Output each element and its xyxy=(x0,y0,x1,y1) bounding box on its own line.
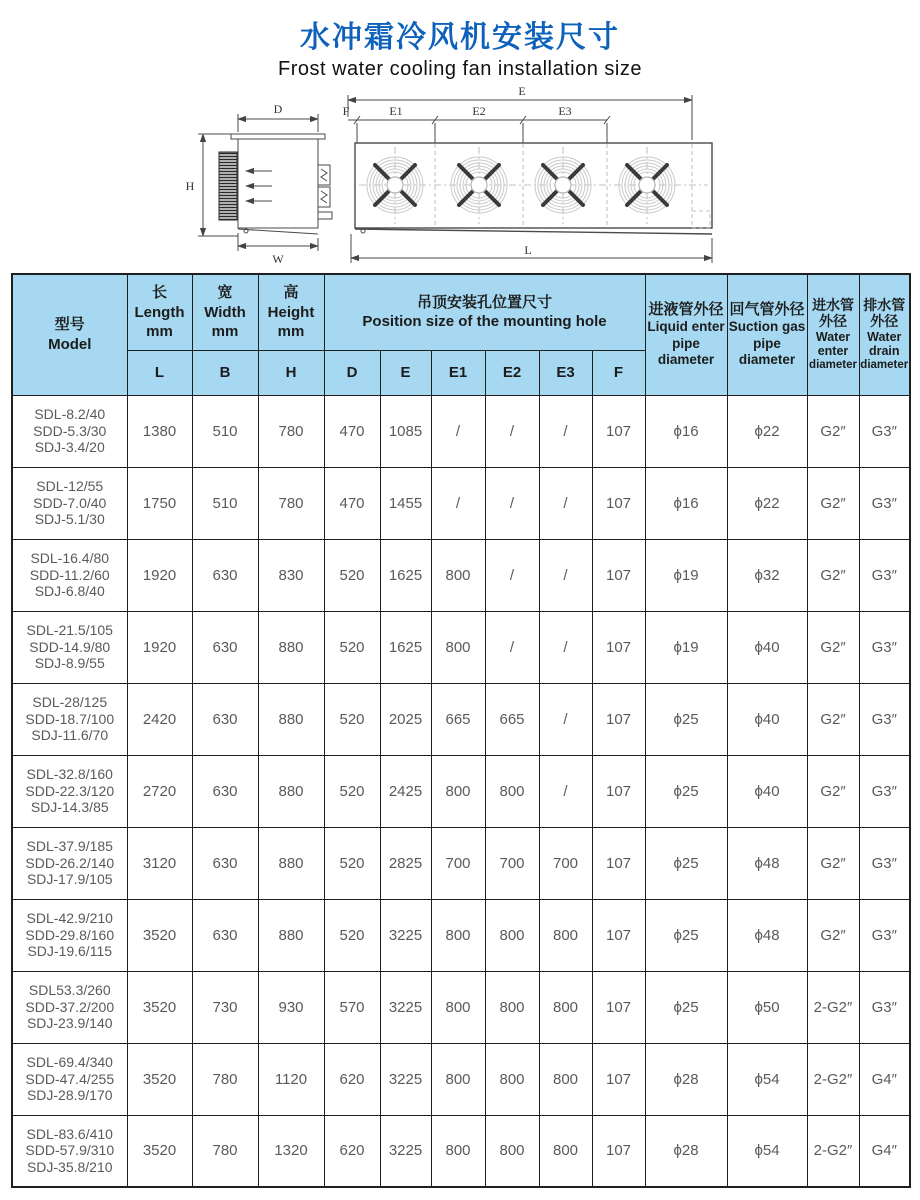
value-cell: ϕ19 xyxy=(645,539,727,611)
value-cell: 1920 xyxy=(127,611,192,683)
value-cell: 800 xyxy=(431,1043,485,1115)
value-cell: 470 xyxy=(324,467,380,539)
value-cell: ϕ22 xyxy=(727,467,807,539)
value-cell: G2″ xyxy=(807,755,859,827)
value-cell: ϕ40 xyxy=(727,683,807,755)
value-cell: G3″ xyxy=(859,755,910,827)
model-code: SDD-37.2/200 xyxy=(25,998,115,1015)
value-cell: 800 xyxy=(431,1115,485,1187)
value-cell: / xyxy=(539,467,592,539)
value-cell: 930 xyxy=(258,971,324,1043)
value-cell: ϕ28 xyxy=(645,1043,727,1115)
model-code: SDL-21.5/105 xyxy=(26,621,113,638)
table-row xyxy=(12,395,910,467)
dim-label-H: H xyxy=(185,179,195,193)
dim-label-E1: E1 xyxy=(389,104,403,118)
value-cell: G2″ xyxy=(807,467,859,539)
value-cell: G2″ xyxy=(807,611,859,683)
value-cell: 2425 xyxy=(380,755,431,827)
value-cell: ϕ54 xyxy=(727,1115,807,1187)
model-code: SDL-32.8/160 xyxy=(26,765,113,782)
table-row xyxy=(12,971,910,1043)
value-cell: 800 xyxy=(431,539,485,611)
model-code: SDJ-3.4/20 xyxy=(34,439,105,456)
table-row xyxy=(12,1043,910,1115)
value-cell: 2825 xyxy=(380,827,431,899)
spec-table xyxy=(11,273,911,1188)
value-cell: 107 xyxy=(592,755,645,827)
value-cell: 3520 xyxy=(127,1115,192,1187)
value-cell: 880 xyxy=(258,683,324,755)
installation-diagram xyxy=(0,83,920,269)
model-cell xyxy=(12,539,127,611)
value-cell: 830 xyxy=(258,539,324,611)
value-cell: 1920 xyxy=(127,539,192,611)
value-cell: 107 xyxy=(592,827,645,899)
value-cell: 2-G2″ xyxy=(807,1043,859,1115)
value-cell: 1750 xyxy=(127,467,192,539)
table-row xyxy=(12,539,910,611)
model-code: SDJ-28.9/170 xyxy=(26,1087,113,1104)
sub-header-L: L xyxy=(127,350,192,395)
value-cell: 800 xyxy=(485,1043,539,1115)
model-code: SDL-12/55 xyxy=(36,477,104,494)
value-cell: G3″ xyxy=(859,971,910,1043)
dim-label-L: L xyxy=(524,243,532,257)
model-code: SDD-5.3/30 xyxy=(33,422,107,439)
value-cell: ϕ50 xyxy=(727,971,807,1043)
sub-header-E2: E2 xyxy=(485,350,539,395)
value-cell: 510 xyxy=(192,467,258,539)
value-cell: 880 xyxy=(258,899,324,971)
value-cell: G2″ xyxy=(807,827,859,899)
value-cell: ϕ25 xyxy=(645,683,727,755)
model-code: SDL-16.4/80 xyxy=(30,549,110,566)
value-cell: 1120 xyxy=(258,1043,324,1115)
value-cell: 1320 xyxy=(258,1115,324,1187)
model-code: SDL-37.9/185 xyxy=(26,837,113,854)
dim-label-F: F xyxy=(342,104,350,118)
page-subtitle: Frost water cooling fan installation size xyxy=(278,58,642,80)
page-title: 水冲霜冷风机安装尺寸 xyxy=(300,21,620,54)
table-row xyxy=(12,1115,910,1187)
value-cell: 1625 xyxy=(380,611,431,683)
value-cell: ϕ54 xyxy=(727,1043,807,1115)
value-cell: 3225 xyxy=(380,1115,431,1187)
value-cell: / xyxy=(485,539,539,611)
value-cell: ϕ25 xyxy=(645,899,727,971)
value-cell: 510 xyxy=(192,395,258,467)
model-code: SDJ-11.6/70 xyxy=(31,727,109,744)
value-cell: / xyxy=(431,467,485,539)
value-cell: / xyxy=(431,395,485,467)
model-code: SDD-11.2/60 xyxy=(29,566,110,583)
value-cell: 800 xyxy=(539,1043,592,1115)
sub-header-E: E xyxy=(380,350,431,395)
value-cell: 520 xyxy=(324,683,380,755)
model-cell xyxy=(12,971,127,1043)
col-header-mounting: 吊顶安装孔位置尺寸 Position size of the mounting hole xyxy=(324,274,645,350)
table-row xyxy=(12,683,910,755)
value-cell: 800 xyxy=(485,899,539,971)
model-code: SDD-7.0/40 xyxy=(33,494,107,511)
model-code: SDL-42.9/210 xyxy=(26,909,113,926)
value-cell: 700 xyxy=(539,827,592,899)
value-cell: G4″ xyxy=(859,1043,910,1115)
model-code: SDJ-5.1/30 xyxy=(34,511,105,528)
value-cell: 1380 xyxy=(127,395,192,467)
sub-header-B: B xyxy=(192,350,258,395)
model-cell xyxy=(12,683,127,755)
value-cell: 520 xyxy=(324,611,380,683)
model-code: SDJ-8.9/55 xyxy=(34,655,105,672)
value-cell: 800 xyxy=(539,1115,592,1187)
value-cell: 3520 xyxy=(127,899,192,971)
value-cell: ϕ25 xyxy=(645,755,727,827)
value-cell: ϕ40 xyxy=(727,611,807,683)
value-cell: 880 xyxy=(258,611,324,683)
value-cell: 107 xyxy=(592,899,645,971)
value-cell: 3520 xyxy=(127,971,192,1043)
table-row xyxy=(12,755,910,827)
value-cell: G3″ xyxy=(859,611,910,683)
value-cell: 2-G2″ xyxy=(807,1115,859,1187)
value-cell: 107 xyxy=(592,683,645,755)
value-cell: ϕ19 xyxy=(645,611,727,683)
value-cell: 800 xyxy=(431,611,485,683)
value-cell: 800 xyxy=(431,755,485,827)
value-cell: 2720 xyxy=(127,755,192,827)
value-cell: / xyxy=(485,467,539,539)
col-header-width: 宽 Width mm xyxy=(192,274,258,350)
value-cell: ϕ48 xyxy=(727,827,807,899)
col-header-liquid-pipe: 进液管外径 Liquid enter pipe diameter xyxy=(645,274,727,395)
sub-header-E3: E3 xyxy=(539,350,592,395)
model-cell xyxy=(12,899,127,971)
value-cell: 107 xyxy=(592,611,645,683)
model-code: SDJ-6.8/40 xyxy=(34,583,105,600)
value-cell: 620 xyxy=(324,1043,380,1115)
value-cell: ϕ28 xyxy=(645,1115,727,1187)
model-code: SDD-57.9/310 xyxy=(25,1142,115,1159)
model-code: SDD-47.4/255 xyxy=(25,1070,115,1087)
model-header-cn: 型号 xyxy=(54,316,85,334)
value-cell: / xyxy=(539,395,592,467)
model-code: SDJ-17.9/105 xyxy=(26,871,113,888)
col-header-model xyxy=(12,274,127,395)
value-cell: 630 xyxy=(192,899,258,971)
value-cell: 800 xyxy=(485,971,539,1043)
value-cell: 630 xyxy=(192,755,258,827)
value-cell: G3″ xyxy=(859,539,910,611)
model-cell xyxy=(12,827,127,899)
dim-label-W: W xyxy=(272,252,284,266)
value-cell: / xyxy=(539,755,592,827)
model-code: SDD-14.9/80 xyxy=(29,638,111,655)
value-cell: 107 xyxy=(592,539,645,611)
value-cell: G2″ xyxy=(807,395,859,467)
value-cell: G2″ xyxy=(807,539,859,611)
value-cell: 107 xyxy=(592,971,645,1043)
value-cell: G3″ xyxy=(859,899,910,971)
value-cell: G2″ xyxy=(807,683,859,755)
model-code: SDL-8.2/40 xyxy=(34,405,106,422)
value-cell: 700 xyxy=(485,827,539,899)
value-cell: 3120 xyxy=(127,827,192,899)
fan-unit-drawing xyxy=(0,83,920,269)
dim-label-E: E xyxy=(518,84,526,98)
dim-label-E2: E2 xyxy=(472,104,486,118)
value-cell: 107 xyxy=(592,395,645,467)
value-cell: 520 xyxy=(324,539,380,611)
value-cell: ϕ16 xyxy=(645,467,727,539)
value-cell: 630 xyxy=(192,683,258,755)
value-cell: ϕ25 xyxy=(645,971,727,1043)
value-cell: G3″ xyxy=(859,395,910,467)
value-cell: ϕ48 xyxy=(727,899,807,971)
table-row xyxy=(12,467,910,539)
col-header-water-enter: 进水管 外径 Water enter diameter xyxy=(807,274,859,395)
model-cell xyxy=(12,611,127,683)
model-code: SDD-26.2/140 xyxy=(25,854,115,871)
value-cell: 880 xyxy=(258,755,324,827)
value-cell: 570 xyxy=(324,971,380,1043)
dim-label-E3: E3 xyxy=(558,104,572,118)
table-row xyxy=(12,899,910,971)
model-code: SDL-28/125 xyxy=(32,693,108,710)
value-cell: / xyxy=(485,395,539,467)
value-cell: 780 xyxy=(192,1115,258,1187)
dim-label-D: D xyxy=(273,102,283,116)
value-cell: 520 xyxy=(324,755,380,827)
value-cell: 107 xyxy=(592,1115,645,1187)
value-cell: 800 xyxy=(431,971,485,1043)
value-cell: 800 xyxy=(485,1115,539,1187)
value-cell: 1625 xyxy=(380,539,431,611)
value-cell: G3″ xyxy=(859,683,910,755)
value-cell: 630 xyxy=(192,611,258,683)
value-cell: 730 xyxy=(192,971,258,1043)
model-cell xyxy=(12,755,127,827)
sub-header-F: F xyxy=(592,350,645,395)
value-cell: 470 xyxy=(324,395,380,467)
value-cell: 800 xyxy=(485,755,539,827)
model-code: SDD-22.3/120 xyxy=(25,782,115,799)
model-code: SDJ-19.6/115 xyxy=(27,943,113,960)
model-cell xyxy=(12,1115,127,1187)
model-code: SDJ-23.9/140 xyxy=(26,1015,113,1032)
col-header-length: 长 Length mm xyxy=(127,274,192,350)
model-code: SDD-18.7/100 xyxy=(25,710,115,727)
model-cell xyxy=(12,467,127,539)
value-cell: / xyxy=(485,611,539,683)
value-cell: 630 xyxy=(192,827,258,899)
sub-header-E1: E1 xyxy=(431,350,485,395)
value-cell: G4″ xyxy=(859,1115,910,1187)
model-code: SDJ-14.3/85 xyxy=(30,799,109,816)
model-code: SDL-69.4/340 xyxy=(26,1053,113,1070)
value-cell: ϕ40 xyxy=(727,755,807,827)
value-cell: 780 xyxy=(258,395,324,467)
model-code: SDL53.3/260 xyxy=(28,981,111,998)
value-cell: 3520 xyxy=(127,1043,192,1115)
value-cell: ϕ22 xyxy=(727,395,807,467)
sub-header-H: H xyxy=(258,350,324,395)
value-cell: 800 xyxy=(539,899,592,971)
value-cell: 665 xyxy=(431,683,485,755)
model-cell xyxy=(12,1043,127,1115)
value-cell: ϕ16 xyxy=(645,395,727,467)
col-header-suction-pipe: 回气管外径 Suction gas pipe diameter xyxy=(727,274,807,395)
value-cell: G3″ xyxy=(859,467,910,539)
value-cell: / xyxy=(539,539,592,611)
value-cell: 780 xyxy=(192,1043,258,1115)
value-cell: 3225 xyxy=(380,899,431,971)
value-cell: 1085 xyxy=(380,395,431,467)
table-row xyxy=(12,611,910,683)
value-cell: 2025 xyxy=(380,683,431,755)
model-code: SDJ-35.8/210 xyxy=(26,1159,113,1176)
value-cell: 700 xyxy=(431,827,485,899)
value-cell: G3″ xyxy=(859,827,910,899)
value-cell: 520 xyxy=(324,827,380,899)
value-cell: 620 xyxy=(324,1115,380,1187)
model-code: SDD-29.8/160 xyxy=(25,926,115,943)
value-cell: 107 xyxy=(592,1043,645,1115)
model-header-en: Model xyxy=(48,335,92,353)
value-cell: 2420 xyxy=(127,683,192,755)
value-cell: 665 xyxy=(485,683,539,755)
value-cell: ϕ32 xyxy=(727,539,807,611)
table-row xyxy=(12,827,910,899)
value-cell: 780 xyxy=(258,467,324,539)
col-header-water-drain: 排水管 外径 Water drain diameter xyxy=(859,274,910,395)
model-code: SDL-83.6/410 xyxy=(26,1125,113,1142)
model-cell xyxy=(12,395,127,467)
value-cell: / xyxy=(539,683,592,755)
value-cell: 800 xyxy=(431,899,485,971)
value-cell: 107 xyxy=(592,467,645,539)
value-cell: 3225 xyxy=(380,971,431,1043)
value-cell: G2″ xyxy=(807,899,859,971)
value-cell: 1455 xyxy=(380,467,431,539)
value-cell: 630 xyxy=(192,539,258,611)
value-cell: / xyxy=(539,611,592,683)
sub-header-D: D xyxy=(324,350,380,395)
col-header-height: 高 Height mm xyxy=(258,274,324,350)
value-cell: 800 xyxy=(539,971,592,1043)
value-cell: ϕ25 xyxy=(645,827,727,899)
value-cell: 880 xyxy=(258,827,324,899)
value-cell: 2-G2″ xyxy=(807,971,859,1043)
value-cell: 3225 xyxy=(380,1043,431,1115)
value-cell: 520 xyxy=(324,899,380,971)
